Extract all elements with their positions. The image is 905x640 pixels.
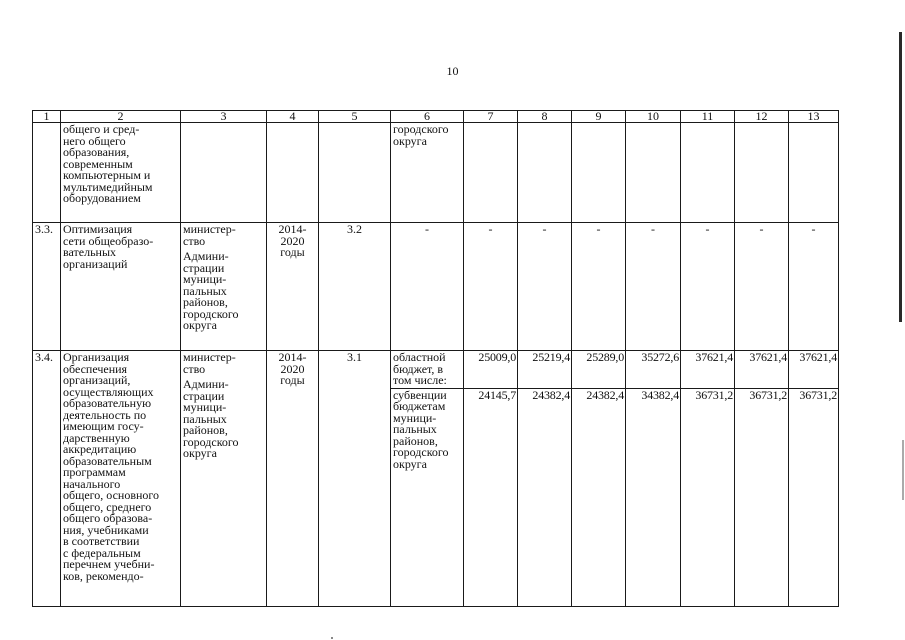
text-line: мультимедийным xyxy=(63,179,153,194)
text-line: современным xyxy=(63,156,133,171)
header-cell: 2 xyxy=(61,111,181,123)
period xyxy=(267,223,319,351)
text-line: Оптимизация xyxy=(63,222,133,236)
value-cell: - xyxy=(518,223,572,351)
value-cell xyxy=(789,123,839,223)
table-row xyxy=(33,351,839,389)
value-cell xyxy=(681,123,735,223)
text-line: - xyxy=(425,222,429,236)
header-cell: 13 xyxy=(789,111,839,123)
text-line: начального xyxy=(63,476,121,491)
page-number: 10 xyxy=(446,64,459,78)
header-cell: 7 xyxy=(464,111,518,123)
scan-speck xyxy=(331,637,333,639)
indicator xyxy=(319,123,391,223)
measure-name xyxy=(61,123,181,223)
program-table xyxy=(32,110,839,607)
header-cell: 11 xyxy=(681,111,735,123)
text-line: том числе: xyxy=(393,373,447,387)
header-cell: 10 xyxy=(626,111,681,123)
value-cell: 37621,4 xyxy=(789,351,839,389)
value-cell: 36731,2 xyxy=(681,388,735,606)
text-line: компьютерным и xyxy=(63,168,151,182)
text-line: пальных xyxy=(183,411,227,426)
text-line: дарственную xyxy=(63,430,130,445)
value-cell: 25009,0 xyxy=(464,351,518,389)
text-line: годы xyxy=(280,245,305,259)
period xyxy=(267,123,319,223)
value-cell: - xyxy=(572,223,626,351)
period xyxy=(267,351,319,607)
funding-source xyxy=(391,388,464,606)
text-line: областной xyxy=(393,350,446,364)
text-line: страции xyxy=(183,260,225,275)
value-cell xyxy=(518,123,572,223)
text-line: городского xyxy=(183,306,239,321)
text-line: с федеральным xyxy=(63,545,141,560)
funding-source xyxy=(391,223,464,351)
executor-administrations xyxy=(183,379,264,460)
scan-edge-mark-lower xyxy=(902,440,904,500)
text-line: него общего xyxy=(63,133,126,148)
text-line: образовательным xyxy=(63,453,152,468)
header-cell: 6 xyxy=(391,111,464,123)
value-cell: 37621,4 xyxy=(681,351,735,389)
value-cell: 35272,6 xyxy=(626,351,681,389)
scan-edge-mark xyxy=(899,32,902,322)
text-line: имеющим госу- xyxy=(63,419,144,433)
text-line: обеспечения xyxy=(63,361,128,376)
text-line: округа xyxy=(183,318,217,332)
text-line: 2014- xyxy=(278,350,307,364)
text-line: округа xyxy=(393,456,427,471)
header-row xyxy=(33,111,839,123)
text-line: районов, xyxy=(393,433,438,448)
text-line: пальных xyxy=(183,283,227,298)
text-line: районов, xyxy=(183,295,228,309)
text-line: муници- xyxy=(183,400,227,414)
text-line: 2014- xyxy=(278,222,307,236)
indicator: 3.2 xyxy=(319,223,391,351)
header-cell: 4 xyxy=(267,111,319,123)
text-line: субвенции xyxy=(393,388,447,402)
value-cell: 34382,4 xyxy=(626,388,681,606)
text-line: бюджет, в xyxy=(393,361,444,376)
text-line: общего и сред- xyxy=(63,122,140,136)
value-cell xyxy=(626,123,681,223)
text-line: ния, учебниками xyxy=(63,522,149,537)
header-cell: 1 xyxy=(33,111,61,123)
text-line: 2020 xyxy=(280,233,305,248)
executor xyxy=(181,223,267,351)
value-cell: 24145,7 xyxy=(464,388,518,606)
text-line: деятельность по xyxy=(63,407,147,422)
measure-name xyxy=(61,351,181,607)
text-line: годы xyxy=(280,373,305,387)
value-cell: 24382,4 xyxy=(518,388,572,606)
measure-name xyxy=(61,223,181,351)
text-line: сети общеобразо- xyxy=(63,233,154,248)
text-line: городского xyxy=(183,434,239,449)
value-cell: - xyxy=(464,223,518,351)
value-cell: 37621,4 xyxy=(735,351,789,389)
text-line: вательных xyxy=(63,245,117,259)
value-cell xyxy=(735,123,789,223)
text-line: образовательную xyxy=(63,396,152,410)
value-cell: - xyxy=(735,223,789,351)
text-line: Админи- xyxy=(183,377,229,391)
text-line: ков, рекомендо- xyxy=(63,568,144,583)
text-line: перечнем учебни- xyxy=(63,557,155,571)
executor-ministry xyxy=(183,352,264,375)
value-cell: - xyxy=(789,223,839,351)
executor-ministry xyxy=(183,224,264,247)
text-line: ство xyxy=(183,361,206,376)
value-cell: 36731,2 xyxy=(789,388,839,606)
indicator: 3.1 xyxy=(319,351,391,607)
text-line: организаций, xyxy=(63,373,131,387)
row-number xyxy=(33,123,61,223)
text-line: министер- xyxy=(183,350,236,364)
executor-administrations xyxy=(183,251,264,332)
text-line: округа xyxy=(393,133,427,148)
table-row xyxy=(33,123,839,223)
text-line: бюджетам xyxy=(393,399,446,413)
header-cell: 12 xyxy=(735,111,789,123)
text-line: муници- xyxy=(183,272,227,286)
text-line: общего образова- xyxy=(63,511,153,525)
funding-source xyxy=(391,351,464,389)
text-line: оборудованием xyxy=(63,191,141,205)
text-line: министер- xyxy=(183,222,236,236)
funding-source xyxy=(391,123,464,223)
value-cell xyxy=(572,123,626,223)
value-cell: - xyxy=(681,223,735,351)
header-cell: 3 xyxy=(181,111,267,123)
executor xyxy=(181,123,267,223)
text-line: муници- xyxy=(393,410,437,425)
text-line: программам xyxy=(63,465,126,479)
text-line: общего, среднего xyxy=(63,499,152,514)
text-line: аккредитацию xyxy=(63,442,137,456)
text-line: организаций xyxy=(63,256,128,271)
row-number: 3.3. xyxy=(33,223,61,351)
value-cell xyxy=(464,123,518,223)
text-line: городского xyxy=(393,122,449,136)
text-line: районов, xyxy=(183,423,228,437)
text-line: страции xyxy=(183,388,225,403)
text-line: округа xyxy=(183,446,217,460)
text-line: ство xyxy=(183,233,206,248)
header-cell: 8 xyxy=(518,111,572,123)
header-cell: 9 xyxy=(572,111,626,123)
text-line: Организация xyxy=(63,350,130,364)
text-line: осуществляющих xyxy=(63,384,154,399)
table-row xyxy=(33,223,839,351)
text-line: в соответствии xyxy=(63,534,140,548)
text-line: общего, основного xyxy=(63,488,160,502)
header-cell: 5 xyxy=(319,111,391,123)
value-cell: - xyxy=(626,223,681,351)
text-line: Админи- xyxy=(183,249,229,263)
row-number: 3.4. xyxy=(33,351,61,607)
text-line: городского xyxy=(393,445,449,459)
value-cell: 24382,4 xyxy=(572,388,626,606)
text-line: пальных xyxy=(393,422,437,436)
text-line: 2020 xyxy=(280,361,305,376)
executor xyxy=(181,351,267,607)
value-cell: 36731,2 xyxy=(735,388,789,606)
text-line: образования, xyxy=(63,145,130,159)
value-cell: 25289,0 xyxy=(572,351,626,389)
value-cell: 25219,4 xyxy=(518,351,572,389)
